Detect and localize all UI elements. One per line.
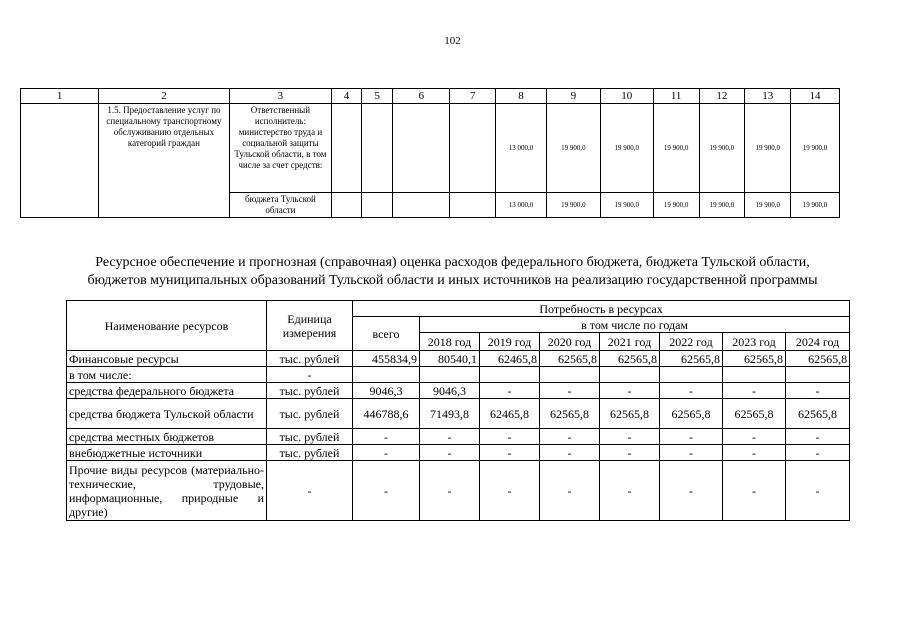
col-number: 14	[791, 89, 840, 104]
resource-name: средства федерального бюджета	[67, 383, 267, 399]
resource-name: средства бюджета Тульской области	[67, 399, 267, 429]
header-name: Наименование ресурсов	[67, 301, 267, 351]
resource-unit: -	[267, 461, 353, 521]
value-cell: 19 900,0	[745, 104, 791, 193]
value-cell: 19 900,0	[600, 104, 653, 193]
table-row	[67, 445, 850, 461]
col-number: 2	[99, 89, 229, 104]
year-value: 9046,3	[420, 383, 480, 399]
year-value: -	[540, 429, 600, 445]
year-value	[540, 367, 600, 383]
year-value: -	[723, 429, 786, 445]
year-value: 62565,8	[540, 399, 600, 429]
year-value: -	[660, 445, 723, 461]
year-value: 62565,8	[600, 351, 660, 367]
year-value: -	[420, 445, 480, 461]
year-value: -	[723, 445, 786, 461]
col-number: 6	[393, 89, 450, 104]
year-value	[480, 367, 540, 383]
empty-cell	[21, 104, 99, 218]
resource-total	[353, 367, 420, 383]
resource-unit: -	[267, 367, 353, 383]
table-row	[67, 367, 850, 383]
value-cell: 19 900,0	[546, 104, 600, 193]
year-value: -	[723, 383, 786, 399]
col-number: 9	[546, 89, 600, 104]
resource-name: внебюджетные источники	[67, 445, 267, 461]
resource-unit: тыс. рублей	[267, 383, 353, 399]
year-value: 62565,8	[723, 351, 786, 367]
year-value: -	[600, 461, 660, 521]
year-value: -	[786, 461, 850, 521]
year-value	[786, 367, 850, 383]
year-value: -	[786, 445, 850, 461]
year-value: 62565,8	[540, 351, 600, 367]
col-number: 5	[361, 89, 393, 104]
header-need: Потребность в ресурсах	[353, 301, 850, 317]
year-value: 62465,8	[480, 351, 540, 367]
resource-total: -	[353, 429, 420, 445]
year-header: 2023 год	[723, 333, 786, 351]
header-total: всего	[353, 317, 420, 351]
year-value: -	[540, 383, 600, 399]
year-value: -	[600, 445, 660, 461]
resource-total: 9046,3	[353, 383, 420, 399]
year-value: -	[660, 429, 723, 445]
resource-table	[66, 300, 850, 521]
year-value: -	[420, 461, 480, 521]
year-value	[660, 367, 723, 383]
resource-unit: тыс. рублей	[267, 351, 353, 367]
col-number: 7	[450, 89, 496, 104]
col-number: 11	[653, 89, 699, 104]
table-row	[67, 461, 850, 521]
empty-cell	[361, 193, 393, 218]
value-cell: 19 900,0	[745, 193, 791, 218]
column-number-row	[21, 89, 840, 104]
year-value: -	[786, 383, 850, 399]
year-header: 2020 год	[540, 333, 600, 351]
empty-cell	[450, 104, 496, 193]
year-value: 62565,8	[786, 399, 850, 429]
year-value: -	[600, 383, 660, 399]
caption-line: бюджетов муниципальных образований Тульской области и иных источников на реализацию государственной программы	[87, 273, 818, 288]
col-number: 8	[496, 89, 547, 104]
year-value: -	[786, 429, 850, 445]
year-value: 62565,8	[660, 399, 723, 429]
col-number: 12	[699, 89, 745, 104]
executor-cell: бюджета Тульской области	[229, 193, 332, 218]
year-value: -	[480, 445, 540, 461]
year-header: 2022 год	[660, 333, 723, 351]
executor-cell: Ответственный исполнитель: министерство труда и социальной защиты Тульской области, в том числе за счет средств:	[229, 104, 332, 193]
col-number: 13	[745, 89, 791, 104]
measure-name: 1.5. Предоставление услуг по специальному транспортному обслуживанию отдельных категорий граждан	[99, 104, 229, 218]
page-number: 102	[444, 35, 461, 47]
col-number: 10	[600, 89, 653, 104]
year-value: -	[480, 429, 540, 445]
col-number: 1	[21, 89, 99, 104]
year-header: 2021 год	[600, 333, 660, 351]
year-value: -	[660, 383, 723, 399]
empty-cell	[393, 104, 450, 193]
year-value: -	[723, 461, 786, 521]
col-number: 3	[229, 89, 332, 104]
section-caption	[0, 254, 905, 290]
col-number: 4	[332, 89, 362, 104]
year-value: -	[420, 429, 480, 445]
year-value	[420, 367, 480, 383]
year-value: -	[600, 429, 660, 445]
header-row	[67, 301, 850, 317]
header-by-years: в том числе по годам	[420, 317, 850, 333]
value-cell: 19 900,0	[699, 193, 745, 218]
year-value: -	[480, 383, 540, 399]
resource-total: 455834,9	[353, 351, 420, 367]
empty-cell	[361, 104, 393, 193]
resource-total: -	[353, 461, 420, 521]
resource-unit: тыс. рублей	[267, 445, 353, 461]
year-value	[723, 367, 786, 383]
year-value: 80540,1	[420, 351, 480, 367]
table-row	[67, 351, 850, 367]
table-row	[21, 104, 840, 193]
resource-name: Финансовые ресурсы	[67, 351, 267, 367]
year-header: 2024 год	[786, 333, 850, 351]
caption-line: Ресурсное обеспечение и прогнозная (справочная) оценка расходов федерального бюджета, бюджета Тульской области,	[95, 255, 810, 270]
year-value: 71493,8	[420, 399, 480, 429]
value-cell: 19 900,0	[600, 193, 653, 218]
resource-unit: тыс. рублей	[267, 429, 353, 445]
table-row	[67, 429, 850, 445]
year-value: 62565,8	[723, 399, 786, 429]
resource-total: 446788,6	[353, 399, 420, 429]
year-value: 62565,8	[660, 351, 723, 367]
value-cell: 19 900,0	[791, 193, 840, 218]
empty-cell	[332, 104, 362, 193]
year-value: -	[540, 445, 600, 461]
year-value: -	[540, 461, 600, 521]
year-value: 62465,8	[480, 399, 540, 429]
value-cell: 19 900,0	[699, 104, 745, 193]
table-row	[67, 383, 850, 399]
resource-name: средства местных бюджетов	[67, 429, 267, 445]
value-cell: 13 000,0	[496, 104, 547, 193]
year-header: 2019 год	[480, 333, 540, 351]
empty-cell	[332, 193, 362, 218]
year-value: 62565,8	[786, 351, 850, 367]
empty-cell	[393, 193, 450, 218]
table-row	[67, 399, 850, 429]
year-value	[600, 367, 660, 383]
year-value: -	[480, 461, 540, 521]
resource-name: Прочие виды ресурсов (материально-технические, трудовые, информационные, природные и другие)	[67, 461, 267, 521]
resource-name: в том числе:	[67, 367, 267, 383]
resource-unit: тыс. рублей	[267, 399, 353, 429]
value-cell: 13 000,0	[496, 193, 547, 218]
value-cell: 19 900,0	[653, 104, 699, 193]
value-cell: 19 900,0	[653, 193, 699, 218]
resource-total: -	[353, 445, 420, 461]
year-header: 2018 год	[420, 333, 480, 351]
header-unit: Единица измерения	[267, 301, 353, 351]
empty-cell	[450, 193, 496, 218]
value-cell: 19 900,0	[791, 104, 840, 193]
year-value: 62565,8	[600, 399, 660, 429]
program-table-fragment	[20, 88, 840, 218]
year-value: -	[660, 461, 723, 521]
value-cell: 19 900,0	[546, 193, 600, 218]
